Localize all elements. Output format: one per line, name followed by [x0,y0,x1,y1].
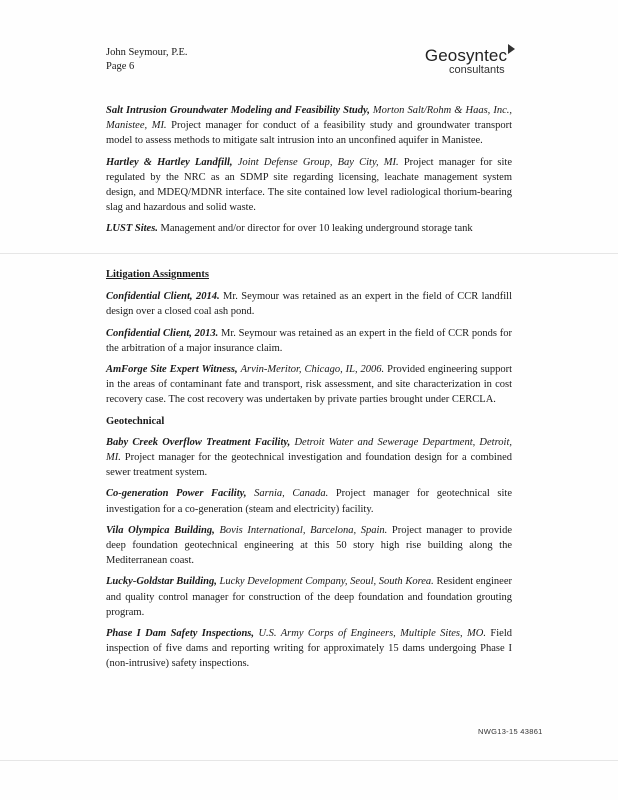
geotechnical-description: Project manager for geotechnical site investigation for a co-generation (steam and electricity) facility. [106,488,513,515]
litigation-entry [106,326,512,356]
geotechnical-client: Bovis International, Barcelona, Spain. [219,524,388,536]
project-title: Salt Intrusion Groundwater Modeling and Feasibility Study, [106,105,370,116]
litigation-description: Mr. Seymour was retained as an expert in the field of CCR landfill design over a closed coal ash pond. [106,291,512,318]
project-description: Management and/or director for over 10 leaking underground storage tank [160,223,473,235]
geotechnical-entry [106,574,512,620]
assignments-section [106,267,512,678]
geotechnical-description: Project manager for the geotechnical investigation and foundation design for a combined sewer treatment system. [106,452,512,479]
project-title: LUST Sites. [106,223,158,235]
project-client: Joint Defense Group, Bay City, MI. [237,156,399,168]
litigation-client: Arvin-Meritor, Chicago, IL, 2006. [240,364,385,376]
geotechnical-client: U.S. Army Corps of Engineers, Multiple Sites, MO. [258,628,486,640]
logo-subtitle: consultants [449,64,505,76]
litigation-description: Provided engineering support in the areas of contaminant fate and transport, risk assessment, and site characterization in cost recovery case. The cost recovery was undertaken by private parties brought under CERCLA. [106,364,513,406]
geotechnical-title: Baby Creek Overflow Treatment Facility, [106,436,291,448]
geotechnical-title: Vila Olympica Building, [106,524,215,536]
projects-continued [106,103,512,243]
geotechnical-entry [106,626,512,672]
litigation-entry [106,362,512,408]
litigation-title: Confidential Client, 2014. [106,291,220,303]
litigation-heading: Litigation Assignments [106,269,209,280]
litigation-description: Mr. Seymour was retained as an expert in the field of CCR ponds for the arbitration of a major insurance claim. [106,327,513,354]
author-name: John Seymour, P.E. [106,47,188,58]
geotechnical-entry [106,435,512,481]
geotechnical-heading: Geotechnical [106,415,165,427]
project-description: Project manager for site regulated by the NRC as an SDMP site regarding licensing, leachate management system design, and MDEQ/MDNR interface. The site contained low level radiological thorium-bearing slag and hazardous and solid waste. [106,156,513,214]
geotechnical-client: Detroit Water and Sewerage Department, Detroit, MI. [106,436,513,464]
litigation-entry [106,289,512,319]
geotechnical-client: Lucky Development Company, Seoul, South Korea. [219,576,434,588]
project-entry [106,221,512,236]
page-number: Page 6 [106,61,135,72]
geotechnical-entry [106,486,512,516]
page-fold-divider [0,760,618,761]
company-logo [415,44,525,76]
page-header [106,46,188,74]
logo-name: Geosyntec [424,46,508,65]
project-entry [106,103,512,149]
bates-number: NWG13-15 43861 [478,727,543,736]
litigation-title: AmForge Site Expert Witness, [106,364,238,376]
geotechnical-description: Project manager to provide deep foundation geotechnical engineering at this 50 story high rise building along the Mediterranean coast. [106,524,512,567]
geotechnical-description: Resident engineer and quality control manager for construction of the deep foundation and foundation grouting program. [106,576,512,618]
geotechnical-title: Phase I Dam Safety Inspections, [106,628,255,640]
project-description: Project manager for conduct of a feasibility study and groundwater transport model to assess methods to mitigate salt intrusion into an unconfined aquifer in Manistee. [106,120,512,147]
project-client: Morton Salt/Rohm & Haas, Inc., Manistee, MI. [106,105,512,132]
geotechnical-entry [106,523,512,569]
geotechnical-title: Lucky-Goldstar Building, [106,576,217,588]
page-fold-divider [0,253,618,254]
geotechnical-title: Co-generation Power Facility, [106,488,247,500]
geotechnical-description: Field inspection of five dams and reporting writing for approximately 15 dams undergoing Phase I (non-intrusive) safety inspections. [106,628,513,670]
litigation-title: Confidential Client, 2013. [106,327,219,339]
project-entry [106,155,512,216]
project-title: Hartley & Hartley Landfill, [106,156,233,168]
geotechnical-client: Sarnia, Canada. [254,488,329,500]
logo-arrow-icon [508,44,515,54]
